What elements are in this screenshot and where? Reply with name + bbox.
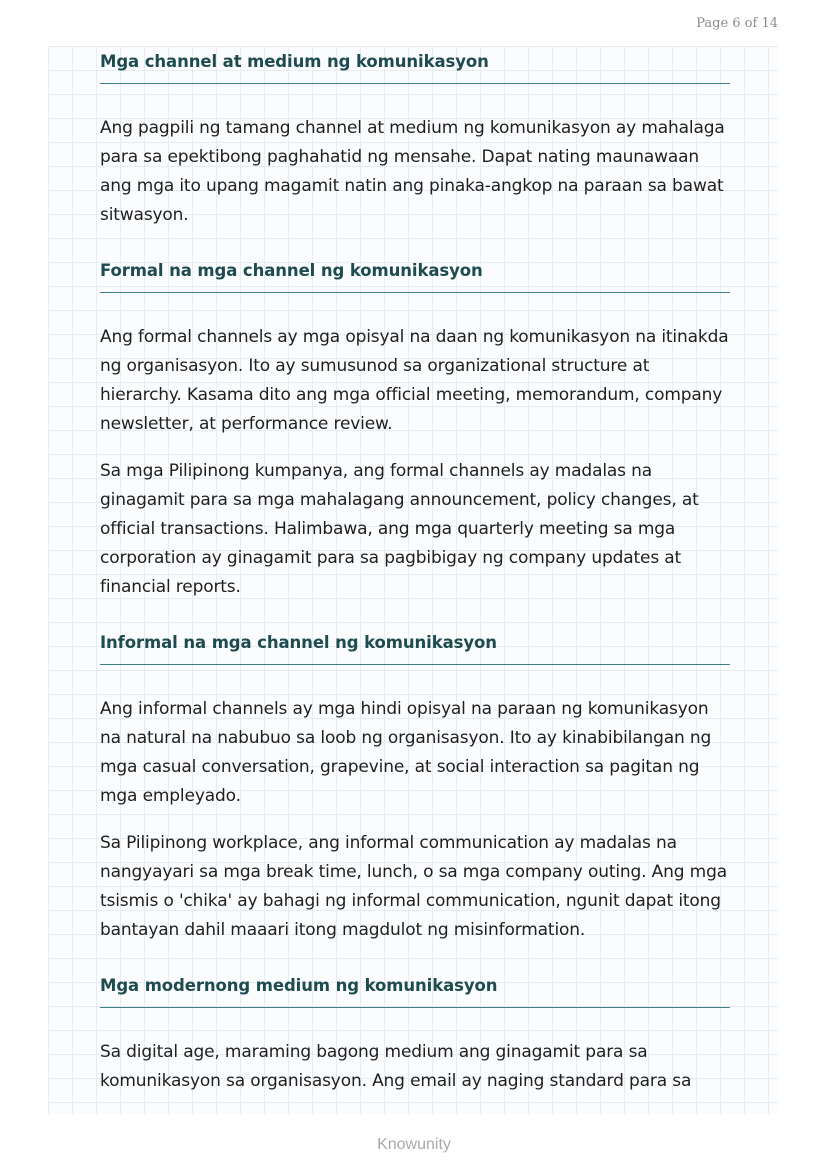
section-title-formal-channels: Formal na mga channel ng komunikasyon bbox=[100, 261, 730, 293]
paragraph: Sa Pilipinong workplace, ang informal communication ay madalas na nangyayari sa mga break time, lunch, o sa mga company outing. Ang mga tsismis o 'chika' ay bahagi ng informal communication, ngunit dapat itong bantayan dahil maaari itong magdulot ng misinformation. bbox=[100, 833, 727, 940]
document-body bbox=[100, 52, 730, 1096]
paragraph: Ang formal channels ay mga opisyal na daan ng komunikasyon na itinakda ng organisasyon. Ito ay sumusunod sa organizational structure at hierarchy. Kasama dito ang mga official meeting, memorandum, company newsletter, at performance review. bbox=[100, 327, 729, 434]
section-title-informal-channels: Informal na mga channel ng komunikasyon bbox=[100, 633, 730, 665]
section-title-modern-medium: Mga modernong medium ng komunikasyon bbox=[100, 976, 730, 1008]
page-number: Page 6 of 14 bbox=[696, 16, 778, 31]
paragraph: Sa digital age, maraming bagong medium ang ginagamit para sa komunikasyon sa organisasyon. Ang email ay naging standard para sa bbox=[100, 1042, 692, 1091]
paragraph: Sa mga Pilipinong kumpanya, ang formal channels ay madalas na ginagamit para sa mga mahalagang announcement, policy changes, at official transactions. Halimbawa, ang mga quarterly meeting sa mga corporation ay ginagamit para sa pagbibigay ng company updates at financial reports. bbox=[100, 461, 699, 597]
footer-brand: Knowunity bbox=[377, 1136, 451, 1153]
section-title-channels: Mga channel at medium ng komunikasyon bbox=[100, 52, 730, 84]
paragraph: Ang informal channels ay mga hindi opisyal na paraan ng komunikasyon na natural na nabubuo sa loob ng organisasyon. Ito ay kinabibilangan ng mga casual conversation, grapevine, at social interaction sa pagitan ng mga empleyado. bbox=[100, 699, 712, 806]
paragraph: Ang pagpili ng tamang channel at medium ng komunikasyon ay mahalaga para sa epektibong paghahatid ng mensahe. Dapat nating maunawaan ang mga ito upang magamit natin ang pinaka-angkop na paraan sa bawat sitwasyon. bbox=[100, 118, 725, 225]
